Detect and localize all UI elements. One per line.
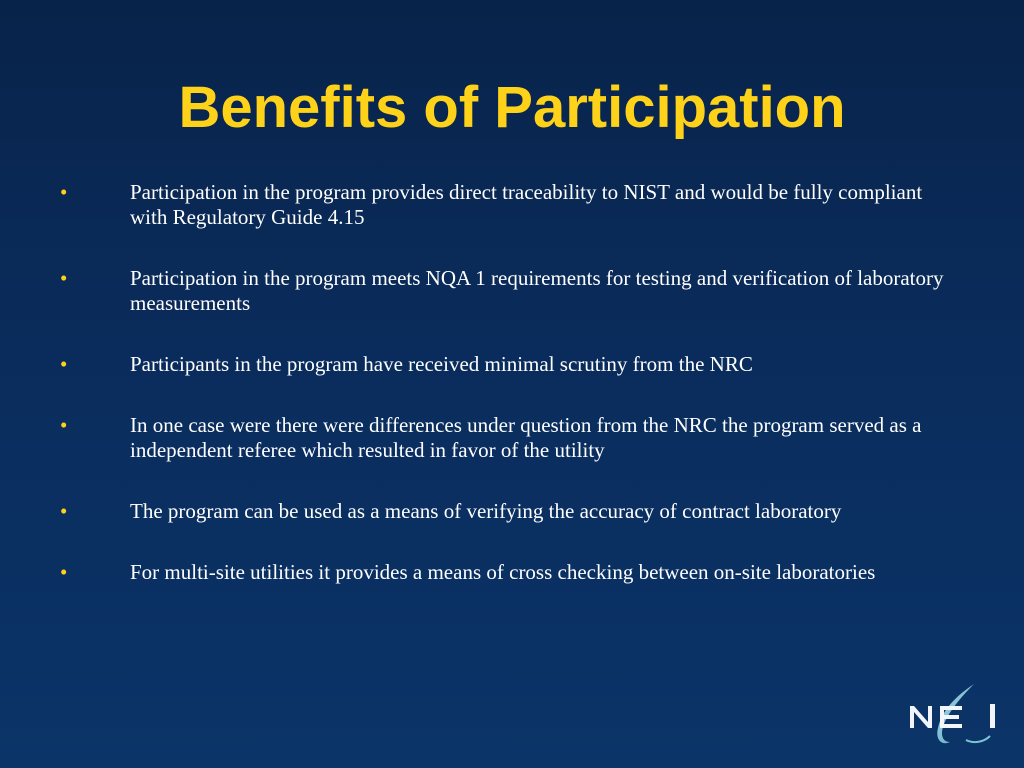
bullet-list <box>0 180 1024 621</box>
bullet-marker: • <box>60 266 68 290</box>
bullet-text: In one case were there were differences under question from the NRC the program served as a independent referee which resulted in favor of the utility <box>130 413 922 462</box>
bullet-marker: • <box>60 352 68 376</box>
bullet-item <box>0 180 1024 230</box>
bullet-item <box>0 413 1024 463</box>
bullet-marker: • <box>60 499 68 523</box>
bullet-item <box>0 352 1024 377</box>
bullet-marker: • <box>60 180 68 204</box>
bullet-marker: • <box>60 413 68 437</box>
bullet-text: For multi-site utilities it provides a means of cross checking between on-site laboratories <box>130 560 876 584</box>
bullet-text: The program can be used as a means of verifying the accuracy of contract laboratory <box>130 499 842 523</box>
slide-title: Benefits of Participation <box>178 75 846 140</box>
bullet-item <box>0 266 1024 316</box>
bullet-text: Participation in the program provides direct traceability to NIST and would be fully compliant with Regulatory Guide 4.15 <box>130 180 923 229</box>
bullet-marker: • <box>60 560 68 584</box>
nei-logo-icon <box>904 682 1008 752</box>
bullet-item <box>0 499 1024 524</box>
bullet-text: Participation in the program meets NQA 1 requirements for testing and verification of laboratory measurements <box>130 266 944 315</box>
bullet-item <box>0 560 1024 585</box>
bullet-text: Participants in the program have received minimal scrutiny from the NRC <box>130 352 753 376</box>
